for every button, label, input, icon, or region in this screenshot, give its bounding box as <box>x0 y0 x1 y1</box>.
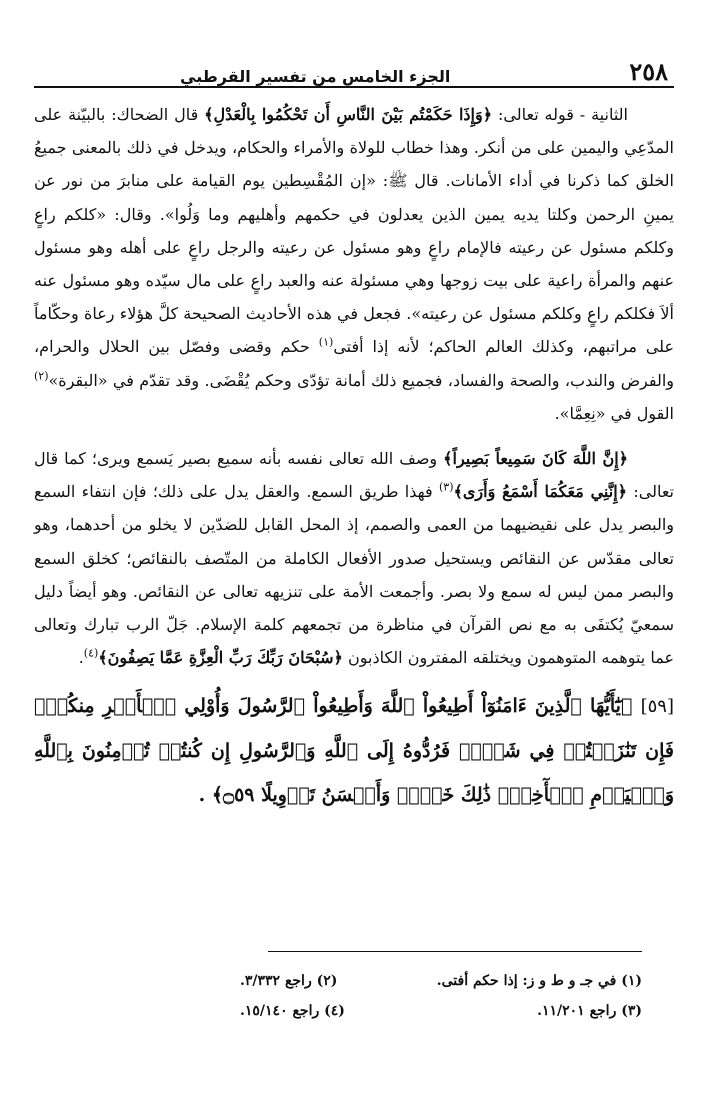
paragraph-samee-baseer <box>34 442 674 674</box>
footnote-marker: (١) <box>318 336 334 350</box>
ayah-end: . <box>198 784 206 807</box>
page-body <box>34 98 674 817</box>
ayah-number-label: [٥٩] <box>640 696 674 718</box>
paragraph-second-issue <box>34 98 674 430</box>
running-title: الجزء الخامس من تفسير القرطبي <box>180 67 451 86</box>
footnotes <box>240 966 642 1026</box>
ayah-59-block <box>34 684 674 817</box>
paragraph-text: حكم وقضى وفصّل بين الحلال والحرام، والفرض والندب، والصحة والفساد، فجميع ذلك أمانة تؤدّى وحكم يُقْضَى. وقد تقدّم في «البقرة» <box>34 337 674 390</box>
quran-quote: ﴿إِنَّ اللَّهَ كَانَ سَمِيعاً بَصِيراً﴾ <box>443 449 629 469</box>
paragraph-text: وصف الله تعالى نفسه بأنه سميع بصير يَسمع ويرى؛ كما قال تعالى: <box>34 449 675 502</box>
footnote-4: (٤) راجع ١٥/١٤٠. <box>240 1003 345 1019</box>
quran-quote: ﴿إِنَّنِي مَعَكُمَا أَسْمَعُ وَأَرَى﴾ <box>453 482 628 502</box>
footnotes-divider <box>268 951 642 952</box>
footnote-2: (٢) راجع ٣/٣٣٢. <box>240 973 338 989</box>
page-header <box>34 52 674 88</box>
paragraph-text: . <box>78 648 84 668</box>
paragraph-text: القول في «نِعِمَّا». <box>554 403 674 423</box>
footnote-marker: (٤) <box>83 646 99 660</box>
quran-quote: ﴿سُبْحَانَ رَبِّكَ رَبِّ الْعِزَّةِ عَمَّا يَصِفُونَ﴾ <box>98 648 343 668</box>
footnote-3: (٣) راجع ١١/٢٠١. <box>537 1003 642 1019</box>
paragraph-text: فهذا طريق السمع. والعقل يدل على ذلك؛ فإن انتفاء السمع والبصر يدل على نقيضيهما من العمى والصمم، إذ المحل القابل للضدّين لا يخلو من أحدهما، وهو تعالى مقدّس عن النقائص ويستحيل صدور الأفعال الكاملة من المتّصف بالنقائص؛ كخلق السمع والبصر ممن ليس له سمع ولا بصر. وأجمعت الأمة على تنزيهه تعالى عن النقائص. وهو أيضاً دليل سمعيّ يُكتفَى به مع نص القرآن في مناظرة من تجمعهم كلمة الإسلام. جَلّ الرب تبارك وتعالى عما يتوهمه المتوهمون ويختلقه المفترون الكاذبون <box>34 482 674 668</box>
footnote-marker: (٢) <box>34 369 49 383</box>
ayah-59 <box>34 684 674 817</box>
footnote-1: (١) في جـ و ط و ز: إذا حكم أفتى. <box>436 973 642 989</box>
footnote-marker: (٣) <box>438 480 454 494</box>
footnote-row <box>240 996 642 1026</box>
book-page <box>34 52 674 817</box>
paragraph-text: الثانية - قوله تعالى: <box>492 105 628 124</box>
page-number: ٢٥٨ <box>629 57 668 86</box>
ayah-text: ﴿يَٰٓأَيُّهَا ٱلَّذِينَ ءَامَنُوٓاْ أَطِيعُواْ ٱللَّهَ وَأَطِيعُواْ ٱلرَّسُولَ وَأُوْلِي ٱلۡأَمۡرِ مِنكُمۡۖ فَإِن تَنَٰزَعۡتُمۡ فِي شَيۡءٖ فَرُدُّوهُ إِلَى ٱللَّهِ وَٱلرَّسُولِ إِن كُنتُمۡ تُؤۡمِنُونَ بِٱللَّهِ وَٱلۡيَوۡمِ ٱلۡأٓخِرِۚ ذَٰلِكَ خَيۡرٞ وَأَحۡسَنُ تَأۡوِيلًا ۝٥٩﴾ <box>34 695 674 807</box>
footnote-row <box>240 966 642 996</box>
paragraph-text: قال الضحاك: بالبيّنة على المدّعِي واليمين على من أنكر. وهذا خطاب للولاة والأمراء والحكام، ويدخل في ذلك بالمعنى جميعُ الخلق كما ذكرنا في أداء الأمانات. قال ﷺ: «إن المُقْسِطين يوم القيامة على منابرَ من نور عن يمينِ الرحمن وكلتا يديه يمين الذين يعدلون في حكمهم وأهليهم وما وَلُوا». وقال: «كلكم راعٍ وكلكم مسئول عن رعيته فالإمام راعٍ وهو مسئول عن رعيته والرجل راعٍ على أهله وهو مسئول عنهم والمرأة راعية على بيت زوجها وهي مسئولة عنه والعبد راعٍ على مال سيّده وهو مسئول عنه ألاَ فكلكم راعٍ وكلكم مسئول عن رعيته». فجعل في هذه الأحاديث الصحيحة كلَّ هؤلاء رعاة وحكّاماً على مراتبهم، وكذلك العالم الحاكم؛ لأنه إذا أفتى <box>34 105 675 357</box>
quran-quote: ﴿وَإِذَا حَكَمْتُم بَيْنَ النَّاسِ أَن تَحْكُمُوا بِالْعَدْلِ﴾ <box>204 105 493 124</box>
